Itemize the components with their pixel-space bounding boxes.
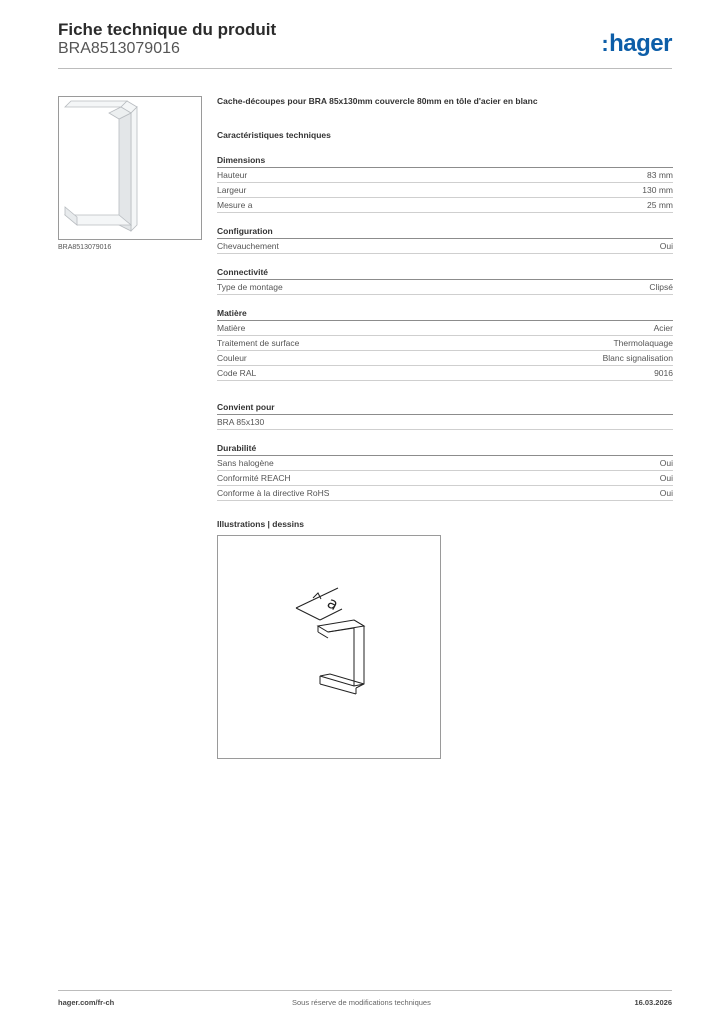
spec-label: Largeur: [217, 185, 247, 195]
spec-value: 83 mm: [647, 170, 673, 180]
spec-label: Chevauchement: [217, 241, 279, 251]
spec-label: Sans halogène: [217, 458, 274, 468]
spec-label: Matière: [217, 323, 246, 333]
illustrations-heading: Illustrations | dessins: [217, 519, 304, 529]
section-matiere: [217, 307, 673, 381]
spec-row: [217, 239, 673, 254]
section-title: Matière: [217, 307, 673, 321]
cover-edge: [328, 628, 354, 632]
technical-drawing-svg: [218, 536, 440, 758]
footer-website[interactable]: hager.com/fr-ch: [58, 998, 115, 1007]
spec-label: Traitement de surface: [217, 338, 300, 348]
spec-value: Clipsé: [649, 282, 673, 292]
section-title: Durabilité: [217, 442, 673, 456]
spec-label: Mesure a: [217, 200, 253, 210]
spec-row: [217, 183, 673, 198]
dimension-line: [296, 608, 320, 620]
spec-value: Blanc signalisation: [602, 353, 673, 363]
logo-text: hager: [609, 30, 672, 57]
spec-label: BRA 85x130: [217, 417, 265, 427]
spec-value: Oui: [659, 473, 673, 483]
section-convient-pour: [217, 401, 673, 430]
spec-content: [217, 96, 673, 533]
spec-row: [217, 280, 673, 295]
section-dimensions: [217, 154, 673, 213]
spec-value: 25 mm: [647, 200, 673, 210]
spec-row: [217, 415, 673, 430]
cover-side: [354, 620, 364, 688]
product-reference: BRA8513079016: [58, 40, 180, 57]
product-image-drawing: [59, 97, 201, 239]
spec-value: Oui: [659, 488, 673, 498]
footer-divider: [58, 990, 672, 991]
spec-value: 9016: [654, 368, 673, 378]
footer-notice: Sous réserve de modifications techniques: [292, 998, 431, 1007]
section-configuration: [217, 225, 673, 254]
spec-value: Thermolaquage: [613, 338, 673, 348]
spec-row: [217, 168, 673, 183]
spec-value: Acier: [653, 323, 673, 333]
section-title: Configuration: [217, 225, 673, 239]
page-header: [58, 20, 672, 58]
section-title: Convient pour: [217, 401, 673, 415]
spec-label: Type de montage: [217, 282, 283, 292]
section-durabilite: [217, 442, 673, 501]
page-title: Fiche technique du produit: [58, 20, 277, 39]
hager-logo: :hager: [601, 30, 672, 57]
product-description: Cache-découpes pour BRA 85x130mm couvercle 80mm en tôle d'acier en blanc: [217, 96, 538, 106]
tech-heading: Caractéristiques techniques: [217, 130, 331, 140]
spec-label: Hauteur: [217, 170, 248, 180]
section-connectivite: [217, 266, 673, 295]
spec-label: Conformité REACH: [217, 473, 291, 483]
footer-date: 16.03.2026: [634, 998, 672, 1007]
spec-row: [217, 321, 673, 336]
cover-edge: [318, 632, 328, 638]
spec-row: [217, 486, 673, 501]
technical-drawing: [217, 535, 441, 759]
spec-row: [217, 336, 673, 351]
spec-value: 130 mm: [642, 185, 673, 195]
spec-row: [217, 471, 673, 486]
spec-row: [217, 366, 673, 381]
header-divider: [58, 68, 672, 69]
thumbnail-caption: BRA8513079016: [58, 244, 112, 251]
spec-value: Oui: [659, 458, 673, 468]
cover-bottom: [320, 674, 364, 686]
spec-row: [217, 351, 673, 366]
spec-row: [217, 456, 673, 471]
dimension-label: a: [324, 592, 342, 615]
section-title: Connectivité: [217, 266, 673, 280]
section-title: Dimensions: [217, 154, 673, 168]
spec-value: Oui: [659, 241, 673, 251]
spec-label: Couleur: [217, 353, 247, 363]
spec-row: [217, 198, 673, 213]
product-image: [58, 96, 202, 240]
spec-label: Code RAL: [217, 368, 257, 378]
spec-label: Conforme à la directive RoHS: [217, 488, 330, 498]
